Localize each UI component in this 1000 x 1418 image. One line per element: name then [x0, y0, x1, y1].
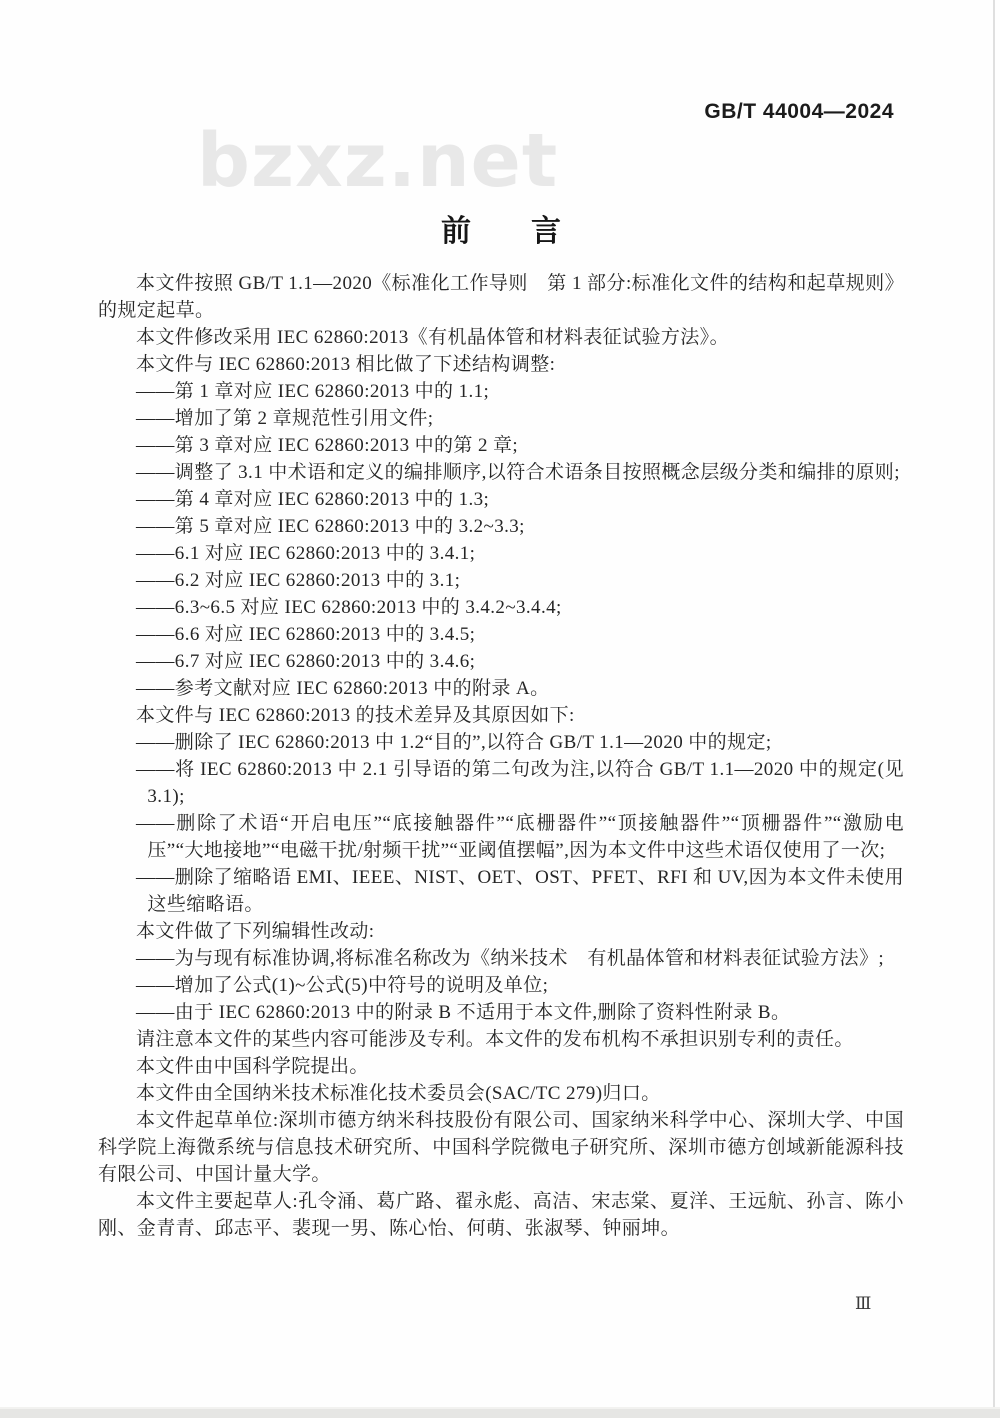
standard-number: GB/T 44004—2024: [704, 100, 894, 123]
paragraph: 本文件主要起草人:孔令涌、葛广路、翟永彪、高洁、宋志棠、夏洋、王远航、孙言、陈小刚、金青青、邱志平、裴现一男、陈心怡、何萌、张淑琴、钟丽坤。: [98, 1191, 904, 1239]
list-item: ——将 IEC 62860:2013 中 2.1 引导语的第二句改为注,以符合 GB/T 1.1—2020 中的规定(见 3.1);: [136, 759, 904, 807]
list-item: ——删除了 IEC 62860:2013 中 1.2“目的”,以符合 GB/T 1.1—2020 中的规定;: [136, 732, 772, 753]
paragraph: 本文件按照 GB/T 1.1—2020《标准化工作导则 第 1 部分:标准化文件的结构和起草规则》的规定起草。: [98, 273, 904, 321]
list-item: ——增加了第 2 章规范性引用文件;: [136, 408, 434, 429]
list-item: ——为与现有标准协调,将标准名称改为《纳米技术 有机晶体管和材料表征试验方法》;: [136, 948, 885, 969]
list-item: ——6.1 对应 IEC 62860:2013 中的 3.4.1;: [136, 543, 476, 564]
list-item: ——由于 IEC 62860:2013 中的附录 B 不适用于本文件,删除了资料性附录 B。: [136, 1002, 791, 1023]
paragraph: 本文件由全国纳米技术标准化技术委员会(SAC/TC 279)归口。: [136, 1083, 661, 1104]
list-item: ——6.2 对应 IEC 62860:2013 中的 3.1;: [136, 570, 461, 591]
page-title: 前 言: [441, 215, 561, 249]
page-number: Ⅲ: [855, 1294, 872, 1313]
paragraph: 本文件与 IEC 62860:2013 相比做了下述结构调整:: [136, 354, 556, 375]
list-item: ——6.6 对应 IEC 62860:2013 中的 3.4.5;: [136, 624, 476, 645]
list-item: ——6.3~6.5 对应 IEC 62860:2013 中的 3.4.2~3.4.4;: [136, 597, 562, 618]
watermark: bzxz.net: [197, 118, 559, 204]
list-item: ——6.7 对应 IEC 62860:2013 中的 3.4.6;: [136, 651, 476, 672]
paragraph: 本文件做了下列编辑性改动:: [136, 921, 375, 942]
paragraph: 本文件起草单位:深圳市德方纳米科技股份有限公司、国家纳米科学中心、深圳大学、中国科学院上海微系统与信息技术研究所、中国科学院微电子研究所、深圳市德方创域新能源科技有限公司、中国计量大学。: [98, 1110, 904, 1185]
list-item: ——第 1 章对应 IEC 62860:2013 中的 1.1;: [136, 381, 490, 402]
paragraph: 本文件由中国科学院提出。: [136, 1056, 369, 1077]
list-item: ——删除了术语“开启电压”“底接触器件”“底栅器件”“顶接触器件”“顶栅器件”“激励电压”“大地接地”“电磁干扰/射频干扰”“亚阈值摆幅”,因为本文件中这些术语仅使用了一次;: [136, 813, 904, 861]
paragraph: 本文件修改采用 IEC 62860:2013《有机晶体管和材料表征试验方法》。: [136, 327, 729, 348]
list-item: ——参考文献对应 IEC 62860:2013 中的附录 A。: [136, 678, 550, 699]
scan-edge-bottom: [0, 1407, 1000, 1418]
list-item: ——调整了 3.1 中术语和定义的编排顺序,以符合术语条目按照概念层级分类和编排的原则;: [136, 462, 900, 483]
list-item: ——第 3 章对应 IEC 62860:2013 中的第 2 章;: [136, 435, 519, 456]
paragraph: 本文件与 IEC 62860:2013 的技术差异及其原因如下:: [136, 705, 575, 726]
paragraph: 请注意本文件的某些内容可能涉及专利。本文件的发布机构不承担识别专利的责任。: [136, 1029, 854, 1050]
scan-edge-right: [993, 0, 995, 1418]
list-item: ——增加了公式(1)~公式(5)中符号的说明及单位;: [136, 975, 549, 996]
list-item: ——第 5 章对应 IEC 62860:2013 中的 3.2~3.3;: [136, 516, 525, 537]
foreword-body: [98, 270, 904, 1242]
list-item: ——删除了缩略语 EMI、IEEE、NIST、OET、OST、PFET、RFI 和 UV,因为本文件未使用这些缩略语。: [136, 867, 904, 915]
list-item: ——第 4 章对应 IEC 62860:2013 中的 1.3;: [136, 489, 490, 510]
